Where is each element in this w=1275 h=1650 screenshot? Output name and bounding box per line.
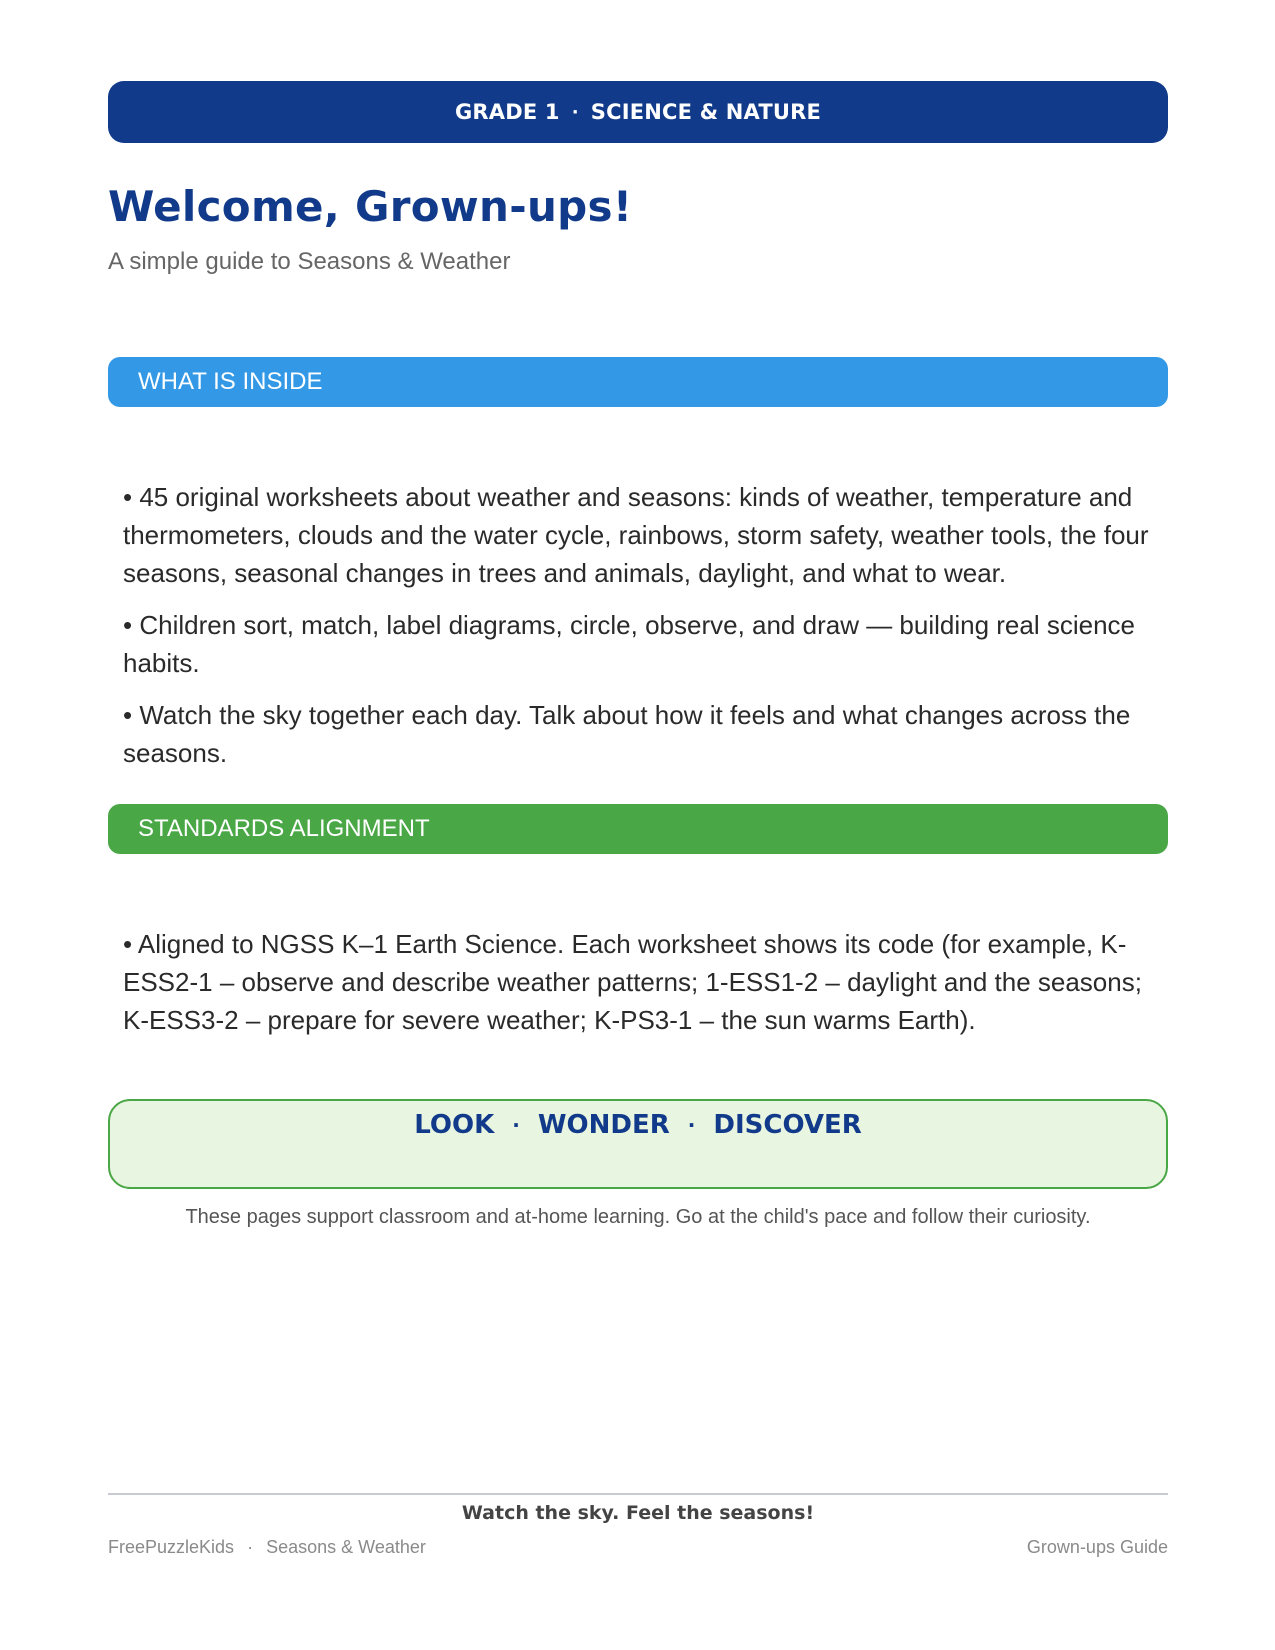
inside-bullet-list — [123, 478, 1163, 786]
footer-tagline: Watch the sky. Feel the seasons! — [461, 1502, 815, 1524]
motto-separator: · — [512, 1113, 520, 1137]
section-heading-standards: STANDARDS ALIGNMENT — [108, 804, 1168, 854]
motto-word-wonder: WONDER — [537, 1110, 670, 1140]
support-note: These pages support classroom and at-home learning. Go at the child's pace and follow their curiosity. — [185, 1206, 1091, 1228]
motto-separator: · — [687, 1113, 696, 1137]
standards-bullet-list — [123, 925, 1163, 1053]
motto-word-discover: DISCOVER — [713, 1110, 862, 1140]
page-subtitle: A simple guide to Seasons & Weather — [108, 248, 511, 275]
footer-divider — [108, 1493, 1168, 1495]
footer-guide-label: Grown-ups Guide — [1026, 1537, 1168, 1557]
grade-banner — [108, 81, 1168, 143]
bullet-item: • Aligned to NGSS K–1 Earth Science. Each worksheet shows its code (for example, K-ESS2-1 – observe and describe weather patterns; 1-ESS1-2 – daylight and the seasons; K-ESS3-2 – prepare for severe weather; K-PS3-1 – the sun warms Earth). — [123, 929, 1142, 1035]
page-title: Welcome, Grown-ups! — [108, 182, 633, 231]
bullet-item: • Watch the sky together each day. Talk about how it feels and what changes across the seasons. — [123, 700, 1131, 768]
footer-separator: · — [247, 1537, 254, 1557]
bullet-item: • 45 original worksheets about weather and seasons: kinds of weather, temperature and thermometers, clouds and the water cycle, rainbows, storm safety, weather tools, the four seasons, seasonal changes in trees and animals, daylight, and what to wear. — [123, 482, 1149, 588]
grade-label: GRADE 1 — [454, 100, 560, 124]
guide-page — [108, 0, 1168, 1650]
footer-left — [108, 1537, 426, 1558]
banner-separator: · — [571, 101, 579, 123]
footer-topic: Seasons & Weather — [266, 1537, 426, 1557]
section-heading-inside: WHAT IS INSIDE — [108, 357, 1168, 407]
motto-box — [108, 1099, 1168, 1189]
motto-word-look: LOOK — [414, 1110, 495, 1140]
subject-label: SCIENCE & NATURE — [590, 100, 822, 124]
footer-brand: FreePuzzleKids — [108, 1537, 235, 1557]
bullet-item: • Children sort, match, label diagrams, circle, observe, and draw — building real science habits. — [123, 610, 1136, 678]
